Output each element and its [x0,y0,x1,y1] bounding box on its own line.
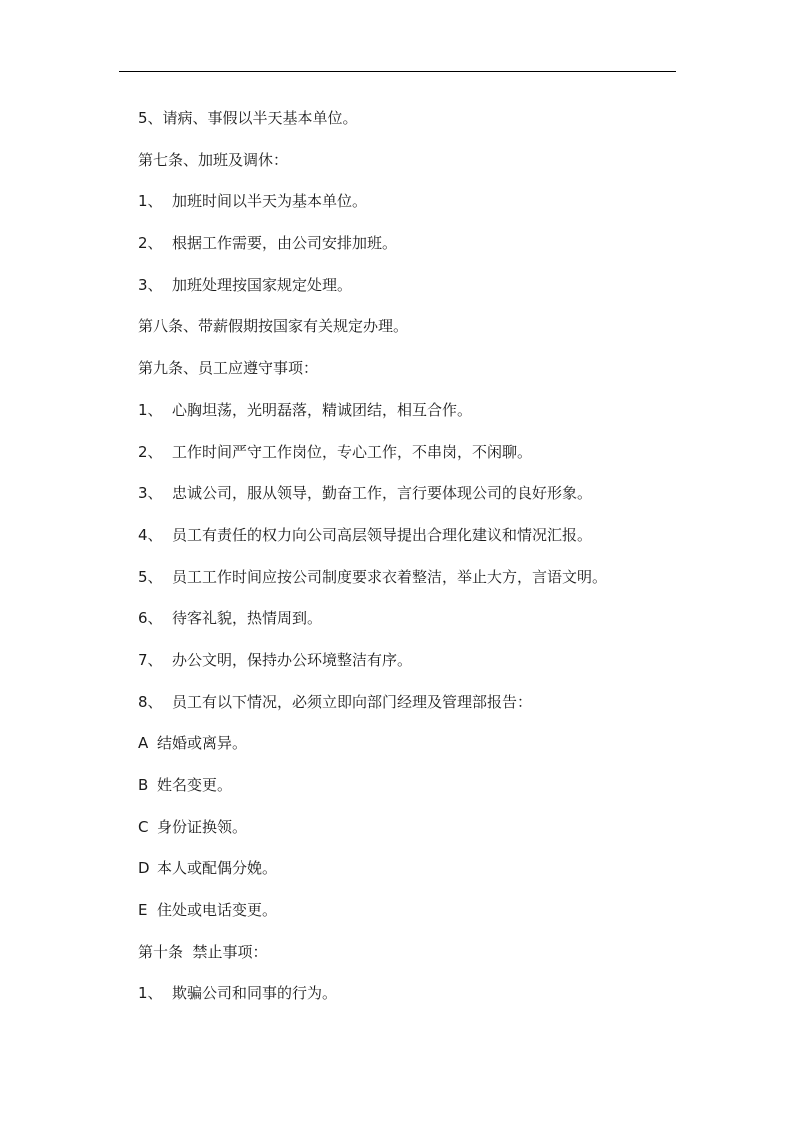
sub-list-item: B 姓名变更。 [138,776,233,794]
list-item: 3、 忠诚公司，服从领导，勤奋工作，言行要体现公司的良好形象。 [138,484,593,503]
list-item: 8、 员工有以下情况，必须立即向部门经理及管理部报告： [138,692,533,711]
list-item: 1、 欺骗公司和同事的行为。 [138,984,338,1003]
list-item: 4、 员工有责任的权力向公司高层领导提出合理化建议和情况汇报。 [138,525,593,544]
list-item: 1、 心胸坦荡，光明磊落，精诚团结，相互合作。 [138,400,473,419]
sub-list-item: C 身份证换领。 [138,817,248,836]
header-rule [119,71,676,72]
list-item: 6、 待客礼貌，热情周到。 [138,609,323,628]
sub-list-item: D 本人或配偶分娩。 [138,859,278,878]
section-heading: 第九条、员工应遵守事项： [138,359,319,378]
document-body [138,104,698,1021]
list-item: 2、 根据工作需要，由公司安排加班。 [138,234,398,253]
sub-list-item: E 住处或电话变更。 [138,901,278,920]
paragraph-line: 5、请病、事假以半天基本单位。 [138,109,358,127]
section-heading: 第七条、加班及调休： [138,150,289,169]
list-item: 1、 加班时间以半天为基本单位。 [138,192,368,211]
list-item: 2、 工作时间严守工作岗位，专心工作，不串岗，不闲聊。 [138,442,533,461]
list-item: 5、 员工工作时间应按公司制度要求衣着整洁，举止大方，言语文明。 [138,567,608,586]
section-heading: 第八条、带薪假期按国家有关规定办理。 [138,317,409,336]
list-item: 3、 加班处理按国家规定处理。 [138,275,353,294]
sub-list-item: A 结婚或离异。 [138,734,248,753]
section-heading: 第十条 禁止事项： [138,942,268,961]
list-item: 7、 办公文明，保持办公环境整洁有序。 [138,650,413,669]
